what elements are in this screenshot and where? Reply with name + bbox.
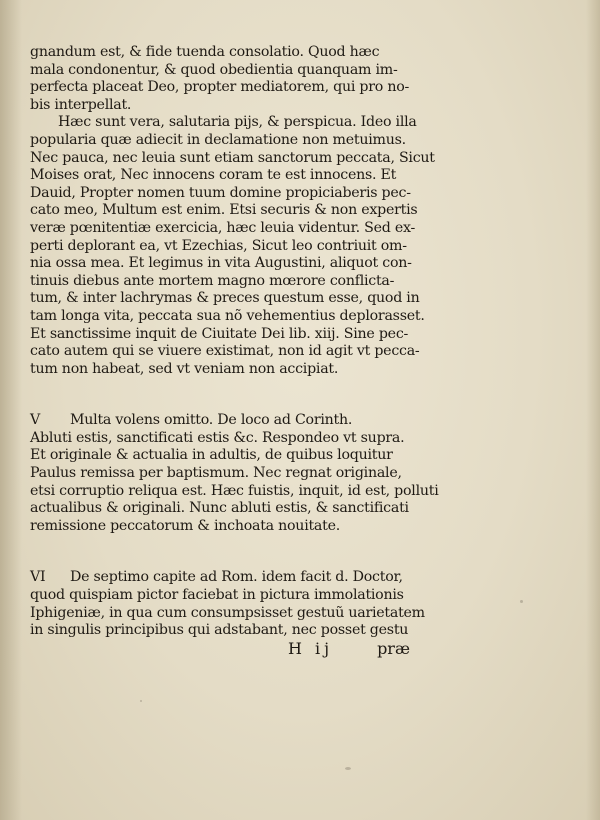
text-line: remissione peccatorum & inchoata nouitate. [30,517,340,534]
paragraph-2 [30,114,435,378]
text-line: Nec pauca, nec leuia sunt etiam sanctorum peccata, Sicut [30,149,435,166]
paragraph-1 [30,44,422,114]
text-line [30,569,422,587]
paper-speck [345,767,351,770]
text-line: quod quispiam pictor faciebat in pictura immolationis [30,587,404,604]
gutter-shadow [0,0,22,820]
text-line: perfecta placeat Deo, propter mediatorem, qui pro no- [30,79,410,96]
text-line: popularia quæ adiecit in declamatione non metuimus. [30,131,406,148]
signature-mark: H ij [288,638,334,658]
text-line: Et originale & actualia in adultis, de quibus loquitur [30,447,393,464]
section-gap [30,535,422,569]
text-line: veræ pœnitentiæ exercicia, hæc leuia videntur. Sed ex- [30,219,416,236]
text-line: tinuis diebus ante mortem magno mœrore conflicta- [30,272,395,289]
text-line: Paulus remissa per baptismum. Nec regnat originale, [30,465,402,482]
text-line: Dauid, Propter nomen tuum domine propiciaberis pec- [30,184,411,201]
text-line: tam longa vita, peccata sua nõ vehementius deplorasset. [30,307,425,324]
text-line: etsi corruptio reliqua est. Hæc fuistis, inquit, id est, polluti [30,482,439,499]
section-gap [30,378,422,412]
text-line: Moises orat, Nec innocens coram te est innocens. Et [30,167,397,184]
text-line: Iphigeniæ, in qua cum consumpsisset gestuũ uarietatem [30,604,425,621]
section-first-line: Multa volens omitto. De loco ad Corinth. [70,412,353,429]
section-vi [30,569,425,639]
text-line: gnandum est, & fide tuenda consolatio. Quod hæc [30,44,380,60]
text-line: mala condonentur, & quod obedientia quanquam im- [30,61,398,78]
text-line: tum, & inter lachrymas & preces questum esse, quod in [30,290,420,307]
text-line: bis interpellat. [30,96,132,113]
section-first-line: De septimo capite ad Rom. idem facit d. Doctor, [70,569,403,586]
catchword: præ [377,638,410,658]
text-line: actualibus & originali. Nunc abluti estis, & sanctificati [30,500,409,517]
text-line: cato autem qui se viuere existimat, non id agit vt pecca- [30,343,420,360]
paper-speck [520,600,523,603]
text-line: Hæc sunt vera, salutaria pijs, & perspicua. Ideo illa [58,114,417,131]
text-line: cato meo, Multum est enim. Etsi securis & non expertis [30,202,418,219]
page-edge-shadow [586,0,600,820]
section-v [30,412,439,535]
text-line: Abluti estis, sanctificati estis &c. Respondeo vt supra. [30,429,405,446]
text-line [30,412,422,430]
text-line: nia ossa mea. Et legimus in vita Augustini, aliquot con- [30,255,412,272]
section-numeral: V [30,412,40,429]
text-line: tum non habeat, sed vt veniam non accipiat. [30,360,339,377]
page-footer-line [30,640,410,658]
text-line: Et sanctissime inquit de Ciuitate Dei lib. xiij. Sine pec- [30,325,409,342]
text-block [30,44,439,658]
text-line: perti deplorant ea, vt Ezechias, Sicut leo contriuit om- [30,237,407,254]
text-line: in singulis principibus qui adstabant, nec posset gestu [30,622,409,639]
paper-speck [140,700,142,702]
section-numeral: VI [30,569,46,586]
